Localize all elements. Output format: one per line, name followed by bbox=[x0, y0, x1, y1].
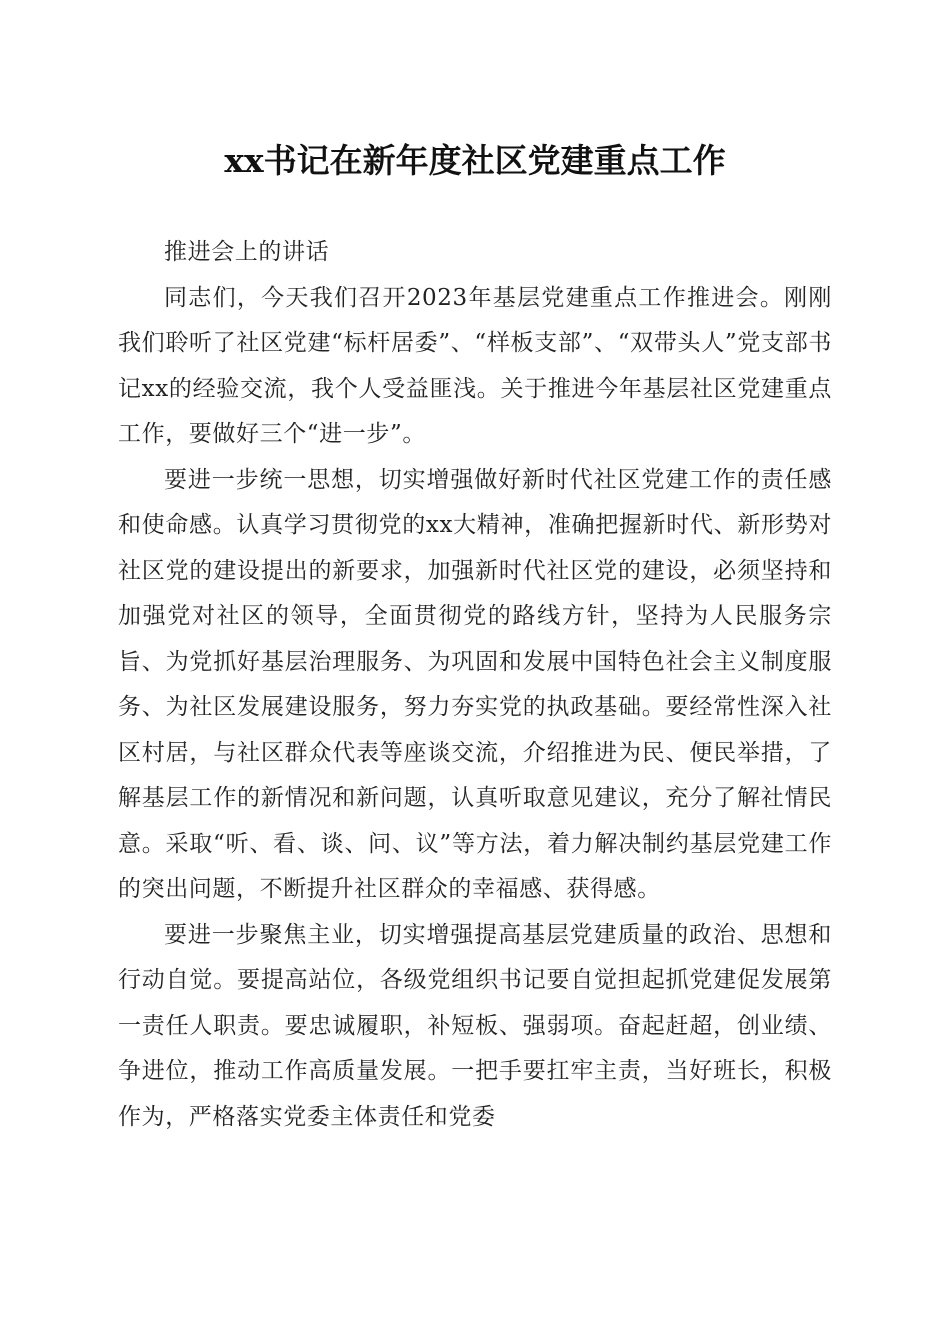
paragraph-point-one: 要进一步统一思想，切实增强做好新时代社区党建工作的责任感和使命感。认真学习贯彻党的xx大精神，准确把握新时代、新形势对社区党的建设提出的新要求，加强新时代社区党的建设，必须坚持和加强党对社区的领导，全面贯彻党的路线方针，坚持为人民服务宗旨、为党抓好基层治理服务、为巩固和发展中国特色社会主义制度服务、为社区发展建设服务，努力夯实党的执政基础。要经常性深入社区村居，与社区群众代表等座谈交流，介绍推进为民、便民举措，了解基层工作的新情况和新问题，认真听取意见建议，充分了解社情民意。采取“听、看、谈、问、议”等方法，着力解决制约基层党建工作的突出问题，不断提升社区群众的幸福感、获得感。 bbox=[118, 466, 832, 902]
paragraph-opening: 同志们，今天我们召开2023年基层党建重点工作推进会。刚刚我们聆听了社区党建“标杆居委”、“样板支部”、“双带头人”党支部书记xx的经验交流，我个人受益匪浅。关于推进今年基层社区党建重点工作，要做好三个“进一步”。 bbox=[118, 284, 832, 447]
document-page bbox=[118, 0, 832, 1344]
document-body bbox=[118, 230, 832, 1140]
document-title: xx书记在新年度社区党建重点工作 bbox=[224, 141, 726, 180]
paragraph-subtitle: 推进会上的讲话 bbox=[164, 239, 330, 265]
paragraph-point-two: 要进一步聚焦主业，切实增强提高基层党建质量的政治、思想和行动自觉。要提高站位，各级党组织书记要自觉担起抓党建促发展第一责任人职责。要忠诚履职，补短板、强弱项。奋起赶超，创业绩、争进位，推动工作高质量发展。一把手要扛牢主责，当好班长，积极作为，严格落实党委主体责任和党委 bbox=[118, 921, 832, 1130]
